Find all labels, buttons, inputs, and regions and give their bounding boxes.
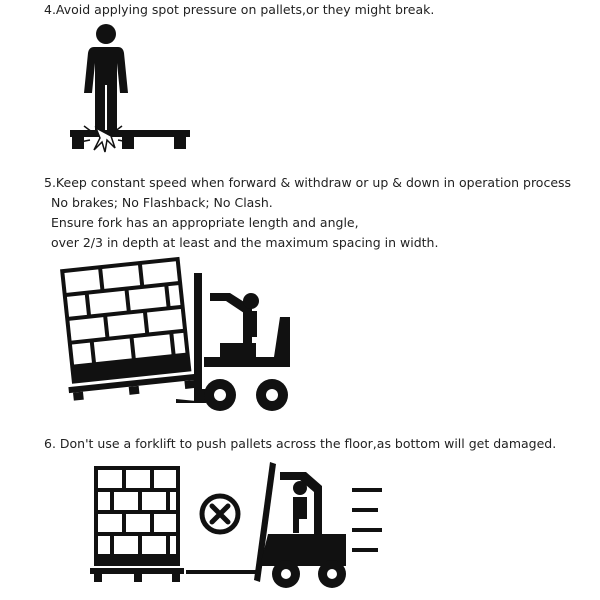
section-5-heading: 5.Keep constant speed when forward & withdraw or up & down in operation process — [44, 175, 572, 190]
forklift-tilted-load-icon — [44, 253, 310, 425]
forklift-push-prohibited-icon — [60, 452, 400, 598]
section-5-line-3: over 2/3 in depth at least and the maximum spacing in width. — [51, 235, 439, 250]
section-4-heading: 4.Avoid applying spot pressure on pallets,or they might break. — [44, 2, 435, 17]
section-5-line-1: No brakes; No Flashback; No Clash. — [51, 195, 273, 210]
person-breaking-pallet-icon — [64, 20, 204, 155]
section-5-line-2: Ensure fork has an appropriate length and angle, — [51, 215, 359, 230]
section-6-heading: 6. Don't use a forklift to push pallets across the floor,as bottom will get damaged. — [44, 436, 557, 451]
